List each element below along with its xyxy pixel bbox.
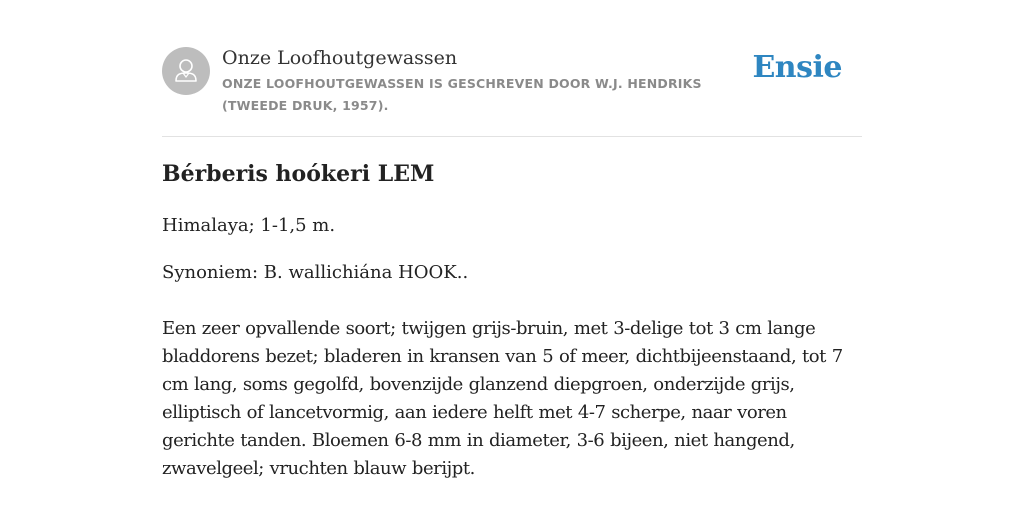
user-silhouette-icon (162, 47, 210, 95)
ensie-logo[interactable]: Ensie (752, 50, 842, 85)
entry-region: Himalaya; 1-1,5 m. (162, 215, 336, 236)
book-title[interactable]: Onze Loofhoutgewassen (222, 47, 458, 69)
entry-description: Een zeer opvallende soort; twijgen grijs-bruin, met 3-delige tot 3 cm lange bladdorens bezet; bladeren in kransen van 5 of meer, dichtbijeenstaand, tot 7 cm lang, soms gegolfd, bovenzijde glanzend diepgroen, onderzijde grijs, elliptisch of lancetvormig, aan iedere helft met 4-7 scherpe, naar voren gerichte tanden. Bloemen 6-8 mm in diameter, 3-6 bijeen, niet hangend, zwavelgeel; vruchten blauw berijpt. (162, 318, 843, 479)
entry-title: Bérberis hoókeri LEM (162, 161, 435, 187)
book-header (162, 46, 862, 137)
entry-content (162, 158, 862, 483)
book-subtitle: ONZE LOOFHOUTGEWASSEN IS GESCHREVEN DOOR W.J. HENDRIKS (TWEEDE DRUK, 1957). (222, 76, 702, 113)
entry-synonym: Synoniem: B. wallichiána HOOK.. (162, 262, 469, 283)
